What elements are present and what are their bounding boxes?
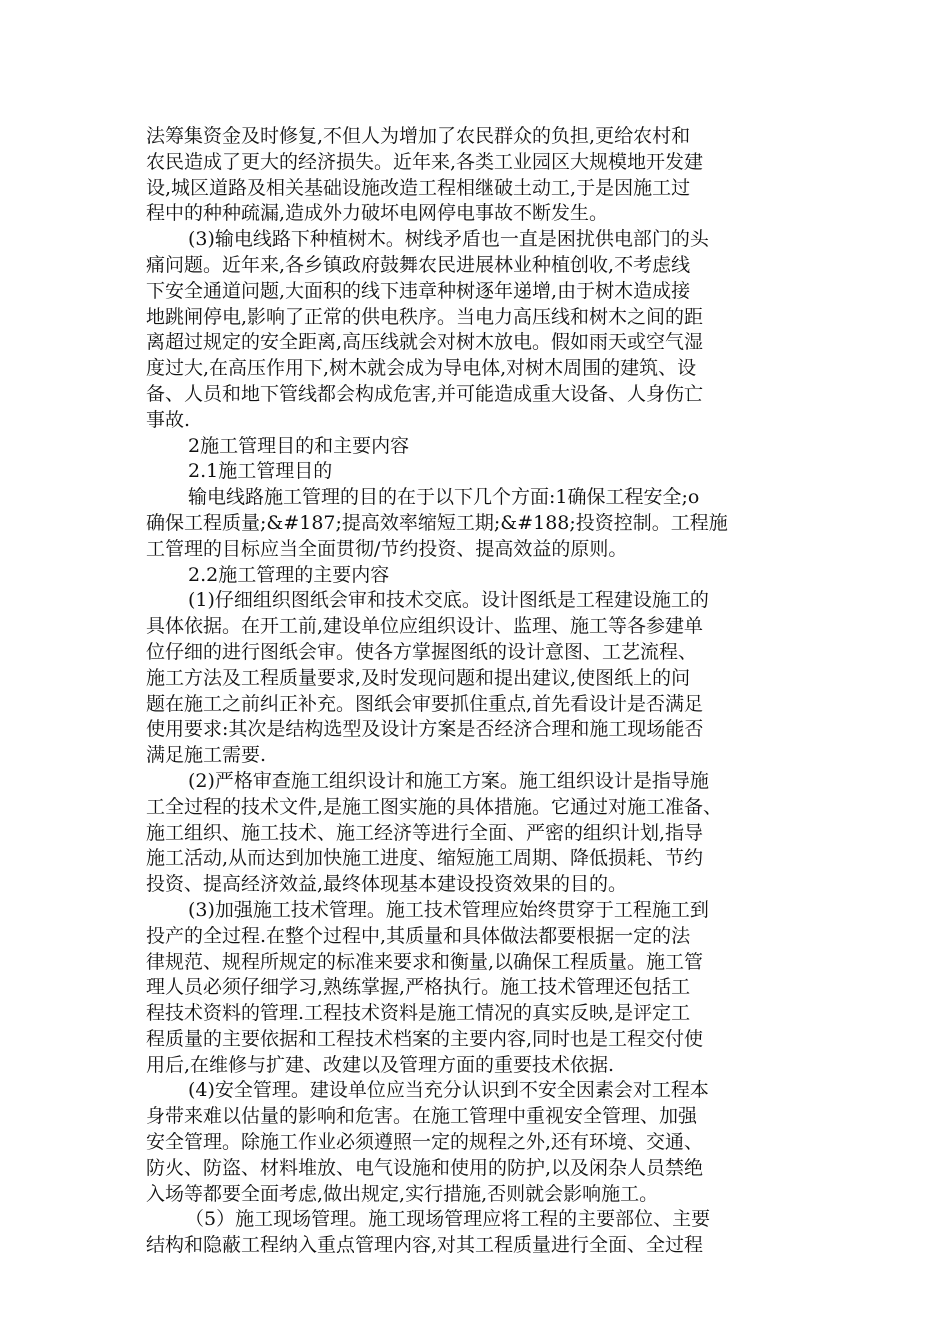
text-line: 农民造成了更大的经济损失。近年来,各类工业园区大规模地开发建 xyxy=(146,150,704,173)
text-line: 2施工管理目的和主要内容 xyxy=(188,434,410,457)
text-line: 施工方法及工程质量要求,及时发现问题和提出建议,使图纸上的问 xyxy=(146,666,691,689)
text-line: (4)安全管理。建设单位应当充分认识到不安全因素会对工程本 xyxy=(188,1079,709,1102)
text-line: 备、人员和地下管线都会构成危害,并可能造成重大设备、人身伤亡 xyxy=(146,382,704,405)
text-line: 具体依据。在开工前,建设单位应组织设计、监理、施工等各参建单 xyxy=(146,615,704,638)
text-line: 律规范、规程所规定的标准来要求和衡量,以确保工程质量。施工管 xyxy=(146,950,704,973)
text-line: 2.2施工管理的主要内容 xyxy=(188,563,390,586)
text-line: 下安全通道问题,大面积的线下违章种树逐年递增,由于树木造成接 xyxy=(146,279,691,302)
text-line: 满足施工需要. xyxy=(146,744,267,767)
text-line: 使用要求:其次是结构选型及设计方案是否经济合理和施工现场能否 xyxy=(146,718,704,741)
text-line: 结构和隐蔽工程纳入重点管理内容,对其工程质量进行全面、全过程 xyxy=(146,1234,704,1257)
text-line: (1)仔细组织图纸会审和技术交底。设计图纸是工程建设施工的 xyxy=(188,589,709,612)
text-line: （5）施工现场管理。施工现场管理应将工程的主要部位、主要 xyxy=(185,1208,711,1231)
text-line: 入场等都要全面考虑,做出规定,实行措施,否则就会影响施工。 xyxy=(146,1182,659,1205)
text-line: 投资、提高经济效益,最终体现基本建设投资效果的目的。 xyxy=(146,873,628,896)
text-line: 痛问题。近年来,各乡镇政府鼓舞农民进展林业种植创收,不考虑线 xyxy=(146,253,691,276)
text-line: 度过大,在高压作用下,树木就会成为导电体,对树木周围的建筑、设 xyxy=(146,357,697,380)
text-line: 程质量的主要依据和工程技术档案的主要内容,同时也是工程交付使 xyxy=(146,1027,704,1050)
document-body xyxy=(146,124,814,1259)
text-line: 2.1施工管理目的 xyxy=(188,460,333,483)
text-line: (2)严格审查施工组织设计和施工方案。施工组织设计是指导施 xyxy=(188,769,709,792)
text-line: 用后,在维修与扩建、改建以及管理方面的重要技术依据. xyxy=(146,1053,615,1076)
text-line: 确保工程质量;&#187;提高效率缩短工期;&#188;投资控制。工程施 xyxy=(146,511,728,534)
text-line: 施工组织、施工技术、施工经济等进行全面、严密的组织计划,指导 xyxy=(146,821,704,844)
text-line: 工管理的目标应当全面贯彻/节约投资、提高效益的原则。 xyxy=(146,537,628,560)
text-line: 事故. xyxy=(146,408,191,431)
text-line: 理人员必须仔细学习,熟练掌握,严格执行。施工技术管理还包括工 xyxy=(146,976,691,999)
text-line: 身带来难以估量的影响和危害。在施工管理中重视安全管理、加强 xyxy=(146,1105,698,1128)
text-line: 程技术资料的管理.工程技术资料是施工情况的真实反映,是评定工 xyxy=(146,1002,691,1025)
text-line: 地跳闸停电,影响了正常的供电秩序。当电力高压线和树木之间的距 xyxy=(146,305,704,328)
text-line: 设,城区道路及相关基础设施改造工程相继破土动工,于是因施工过 xyxy=(146,176,691,199)
text-line: 题在施工之前纠正补充。图纸会审要抓住重点,首先看设计是否满足 xyxy=(146,692,704,715)
text-line: 防火、防盗、材料堆放、电气设施和使用的防护,以及闲杂人员禁绝 xyxy=(146,1156,704,1179)
text-line: 程中的种种疏漏,造成外力破坏电网停电事故不断发生。 xyxy=(146,202,609,225)
text-line: 安全管理。除施工作业必须遵照一定的规程之外,还有环境、交通、 xyxy=(146,1131,704,1154)
text-line: (3)加强施工技术管理。施工技术管理应始终贯穿于工程施工到 xyxy=(188,898,709,921)
text-line: 离超过规定的安全距离,高压线就会对树木放电。假如雨天或空气湿 xyxy=(146,331,704,354)
text-line: 工全过程的技术文件,是施工图实施的具体措施。它通过对施工准备、 xyxy=(146,795,723,818)
text-line: 输电线路施工管理的目的在于以下几个方面:1确保工程安全;o xyxy=(188,486,700,509)
text-line: 投产的全过程.在整个过程中,其质量和具体做法都要根据一定的法 xyxy=(146,924,691,947)
text-line: 位仔细的进行图纸会审。使各方掌握图纸的设计意图、工艺流程、 xyxy=(146,640,698,663)
text-line: 法筹集资金及时修复,不但人为增加了农民群众的负担,更给农村和 xyxy=(146,125,691,147)
text-line: 施工活动,从而达到加快施工进度、缩短施工周期、降低损耗、节约 xyxy=(146,847,704,870)
text-line: (3)输电线路下种植树木。树线矛盾也一直是困扰供电部门的头 xyxy=(188,228,709,251)
